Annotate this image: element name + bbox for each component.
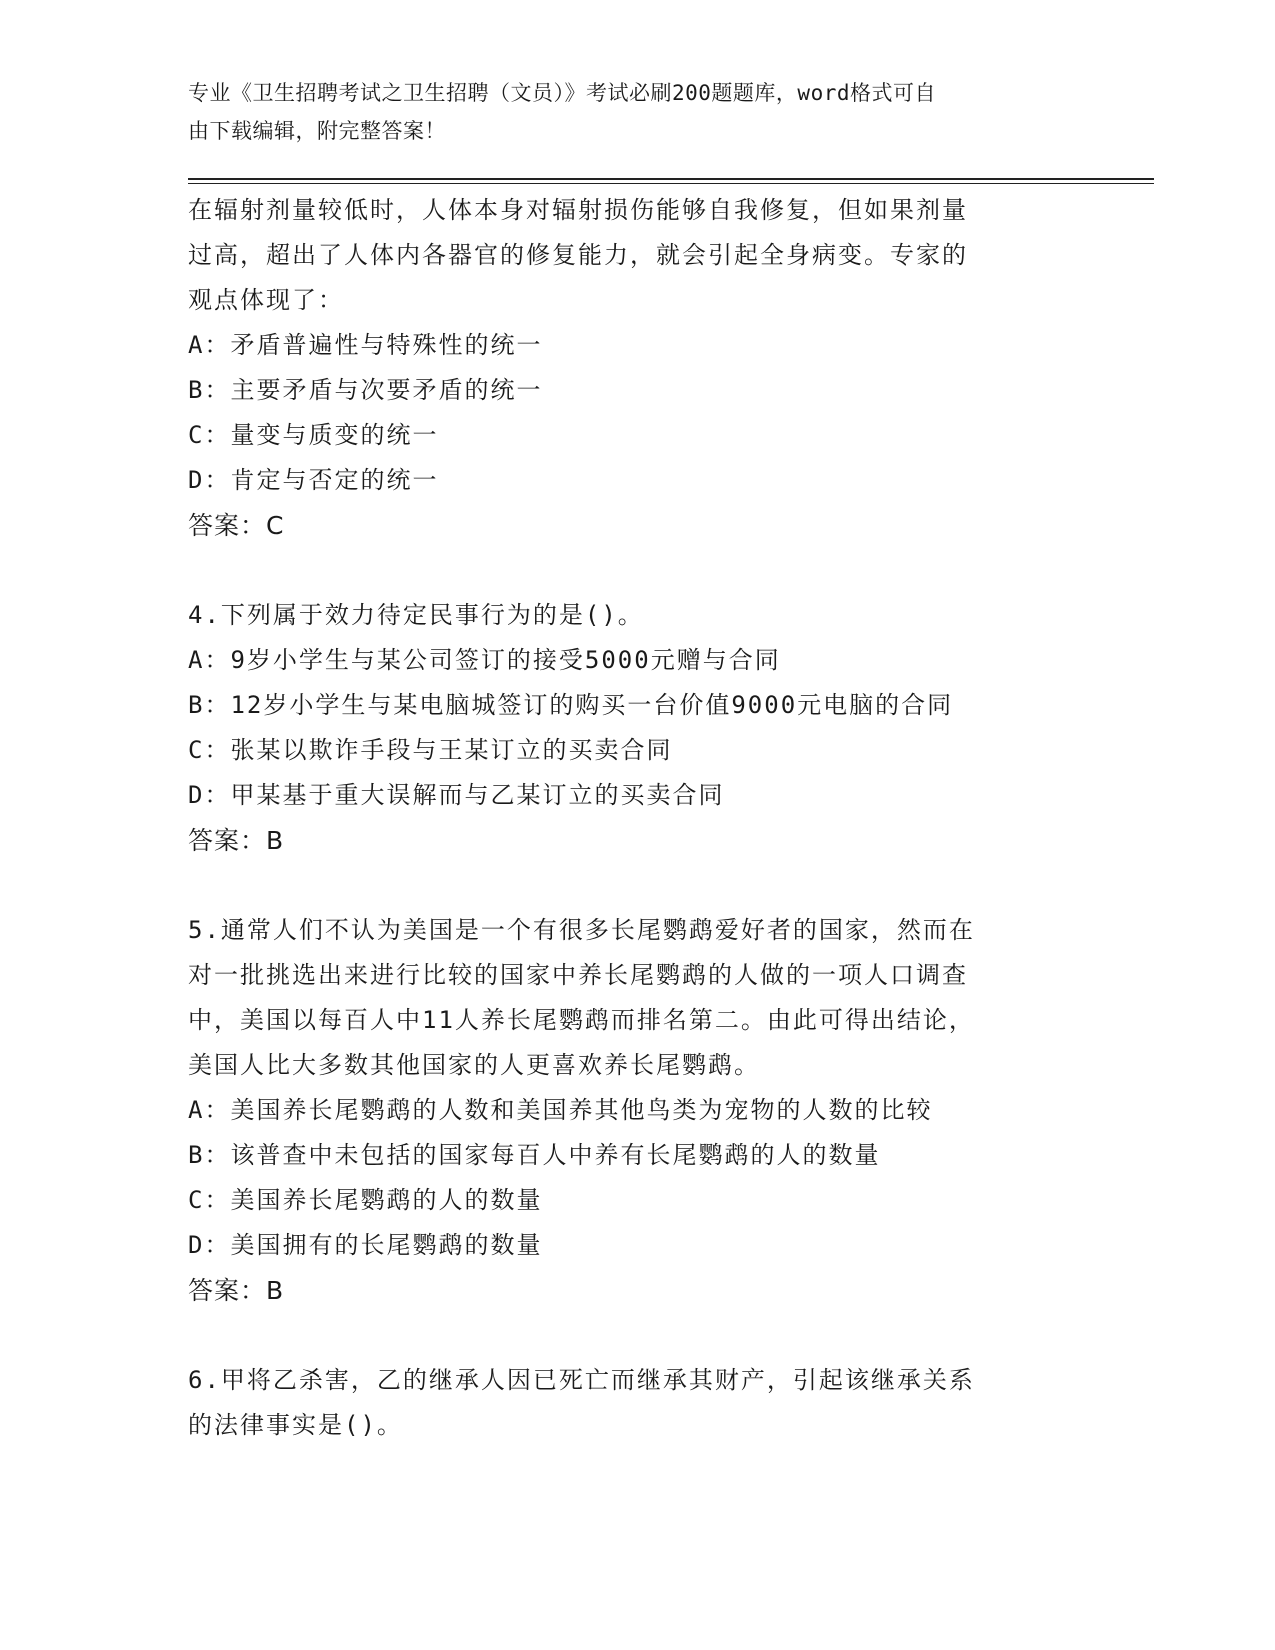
question-stem-line: 的法律事实是()。 xyxy=(188,1411,403,1439)
header-divider-thin xyxy=(188,183,1154,184)
option-a: A：矛盾普遍性与特殊性的统一 xyxy=(188,331,543,359)
header-line-1: 专业《卫生招聘考试之卫生招聘（文员）》考试必刷200题题库，word格式可自 xyxy=(188,81,936,105)
answer: 答案：C xyxy=(188,511,285,540)
option-c: C：美国养长尾鹦鹉的人的数量 xyxy=(188,1186,543,1214)
answer: 答案：B xyxy=(188,1276,285,1305)
spacer xyxy=(188,1313,1068,1358)
question-stem-line: 在辐射剂量较低时，人体本身对辐射损伤能够自我修复，但如果剂量 xyxy=(188,196,968,224)
question-4 xyxy=(188,593,1068,863)
question-list xyxy=(188,188,1068,1448)
question-stem-line: 5.通常人们不认为美国是一个有很多长尾鹦鹉爱好者的国家，然而在 xyxy=(188,916,975,944)
question-stem-line: 观点体现了： xyxy=(188,286,344,314)
answer: 答案：B xyxy=(188,826,285,855)
spacer xyxy=(188,863,1068,908)
document-header xyxy=(188,74,1068,150)
option-d: D：肯定与否定的统一 xyxy=(188,466,439,494)
question-6 xyxy=(188,1358,1068,1448)
option-d: D：美国拥有的长尾鹦鹉的数量 xyxy=(188,1231,543,1259)
question-stem-line: 4.下列属于效力待定民事行为的是()。 xyxy=(188,601,644,629)
question-stem-line: 中，美国以每百人中11人养长尾鹦鹉而排名第二。由此可得出结论， xyxy=(188,1006,975,1034)
option-a: A：美国养长尾鹦鹉的人数和美国养其他鸟类为宠物的人数的比较 xyxy=(188,1096,933,1124)
option-b: B：主要矛盾与次要矛盾的统一 xyxy=(188,376,543,404)
question-stem-line: 对一批挑选出来进行比较的国家中养长尾鹦鹉的人做的一项人口调查 xyxy=(188,961,968,989)
spacer xyxy=(188,548,1068,593)
option-b: B：该普查中未包括的国家每百人中养有长尾鹦鹉的人的数量 xyxy=(188,1141,881,1169)
option-b: B：12岁小学生与某电脑城签订的购买一台价值9000元电脑的合同 xyxy=(188,691,954,719)
option-c: C：量变与质变的统一 xyxy=(188,421,439,449)
option-d: D：甲某基于重大误解而与乙某订立的买卖合同 xyxy=(188,781,725,809)
question-5 xyxy=(188,908,1068,1313)
question-stem-line: 6.甲将乙杀害，乙的继承人因已死亡而继承其财产，引起该继承关系 xyxy=(188,1366,975,1394)
question-stem-line: 过高，超出了人体内各器官的修复能力，就会引起全身病变。专家的 xyxy=(188,241,968,269)
header-divider-thick xyxy=(188,178,1154,180)
option-c: C：张某以欺诈手段与王某订立的买卖合同 xyxy=(188,736,673,764)
question-3 xyxy=(188,188,1068,548)
question-stem-line: 美国人比大多数其他国家的人更喜欢养长尾鹦鹉。 xyxy=(188,1051,760,1079)
header-line-2: 由下载编辑，附完整答案！ xyxy=(188,119,446,143)
option-a: A：9岁小学生与某公司签订的接受5000元赠与合同 xyxy=(188,646,781,674)
